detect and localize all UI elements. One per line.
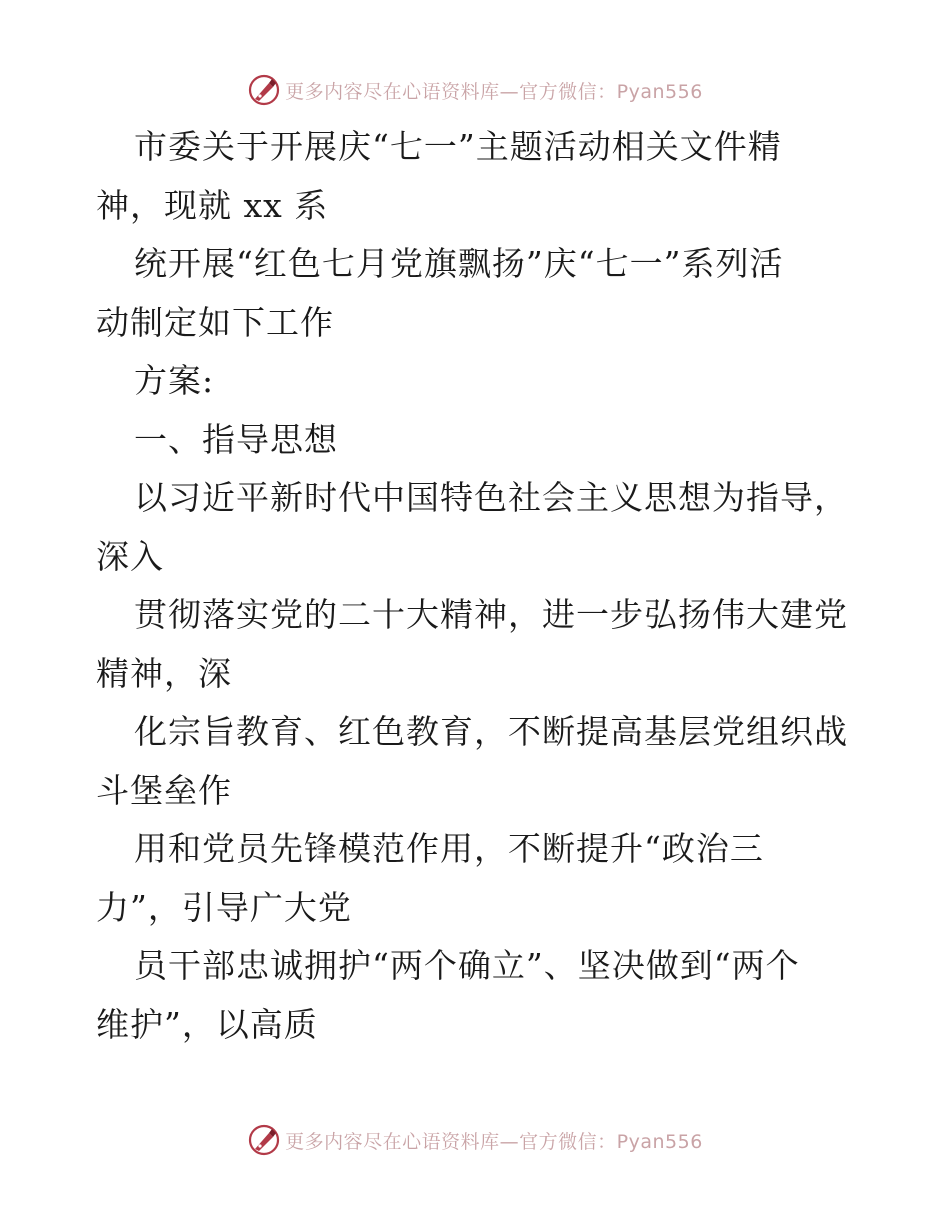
text-line: 统开展“红色七月党旗飘扬”庆“七一”系列活 <box>134 244 784 283</box>
text-line: 员干部忠诚拥护“两个确立”、坚决做到“两个 <box>134 946 800 985</box>
text-line: 力”，引导广大党 <box>96 887 352 927</box>
text-line: 用和党员先锋模范作用，不断提升“政治三 <box>134 829 764 868</box>
pen-nib-logo-icon <box>247 1123 281 1157</box>
text-line: 化宗旨教育、红色教育，不断提高基层党组织战 <box>134 712 848 751</box>
text-line: 方案: <box>134 361 215 400</box>
header-watermark <box>0 70 950 110</box>
text-line: 精神，深 <box>96 653 232 693</box>
pen-nib-logo-icon <box>247 73 281 107</box>
section-heading: 一、指导思想 <box>134 419 338 459</box>
text-line: 维护”，以高质 <box>96 1004 318 1044</box>
text-line: 神，现就 xx 系 <box>96 185 329 225</box>
text-line: 贯彻落实党的二十大精神，进一步弘扬伟大建党 <box>134 595 848 634</box>
watermark-text: 更多内容尽在心语资料库—官方微信：Pyan556 <box>285 80 703 103</box>
document-body <box>96 118 866 1054</box>
text-line: 市委关于开展庆“七一”主题活动相关文件精 <box>134 127 782 166</box>
text-line: 动制定如下工作 <box>96 302 334 342</box>
text-line: 以习近平新时代中国特色社会主义思想为指导， <box>134 478 848 517</box>
watermark-text: 更多内容尽在心语资料库—官方微信：Pyan556 <box>285 1130 703 1153</box>
footer-watermark <box>0 1120 950 1160</box>
text-line: 深入 <box>96 536 164 576</box>
text-line: 斗堡垒作 <box>96 770 232 810</box>
